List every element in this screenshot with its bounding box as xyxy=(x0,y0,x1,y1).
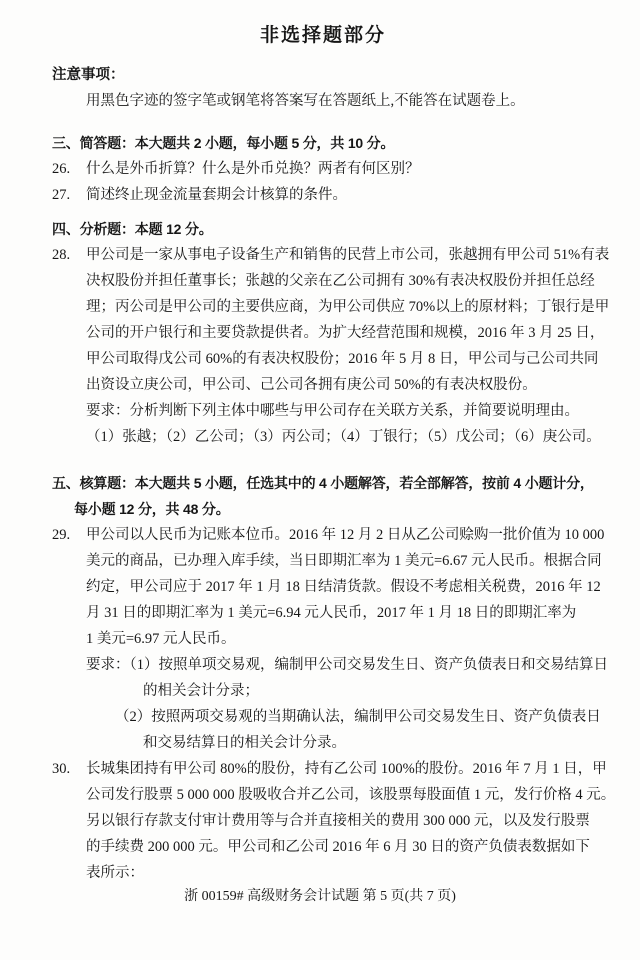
question-29-line: 月 31 日的即期汇率为 1 美元=6.94 元人民币，2017 年 1 月 18 日的即期汇率为 xyxy=(86,605,577,621)
question-29 xyxy=(52,522,608,756)
question-29-number: 29. xyxy=(52,527,71,543)
question-26-text: 什么是外币折算？什么是外币兑换？两者有何区别？ xyxy=(86,161,420,177)
question-28-requirement: 要求：分析判断下列主体中哪些与甲公司存在关联方关系，并简要说明理由。 xyxy=(86,403,579,419)
question-28-line: 理；丙公司是甲公司的主要供应商，为甲公司供应 70%以上的原材料；丁银行是甲 xyxy=(86,299,610,315)
question-28-number: 28. xyxy=(52,247,71,263)
question-28-line: 甲公司取得戊公司 60%的有表决权股份；2016 年 5 月 8 日，甲公司与己公司共同 xyxy=(86,351,599,367)
section-heading-analysis: 四、分析题：本题 12 分。 xyxy=(52,221,213,237)
question-28-line: 出资设立庚公司，甲公司、己公司各拥有庚公司 50%的有表决权股份。 xyxy=(86,377,537,393)
question-27-text: 简述终止现金流量套期会计核算的条件。 xyxy=(86,187,347,203)
section-heading-calculation xyxy=(52,470,594,522)
question-28-line: 甲公司是一家从事电子设备生产和销售的民营上市公司，张越拥有甲公司 51%有表 xyxy=(86,247,610,263)
notice-text: 用黑色字迹的签字笔或钢笔将答案写在答题纸上,不能答在试题卷上。 xyxy=(86,93,525,109)
question-27 xyxy=(52,182,594,208)
question-29-requirement-1-cont: 的相关会计分录； xyxy=(143,683,259,699)
question-30-line: 另以银行存款支付审计费用等与合并直接相关的费用 300 000 元，以及发行股票 xyxy=(86,813,590,829)
section-5-heading-line2: 每小题 12 分，共 48 分。 xyxy=(74,501,230,517)
question-28-line: 公司的开户银行和主要贷款提供者。为扩大经营范围和规模，2016 年 3 月 25 日， xyxy=(86,325,605,341)
question-30-line: 长城集团持有甲公司 80%的股份，持有乙公司 100%的股份。2016 年 7 月 1 日，甲 xyxy=(86,761,607,777)
question-29-line: 1 美元=6.97 元人民币。 xyxy=(86,631,236,647)
question-29-line: 约定，甲公司应于 2017 年 1 月 18 日结清货款。假设不考虑相关税费，2016 年 12 xyxy=(86,579,601,595)
question-30-line: 公司发行股票 5 000 000 股吸收合并乙公司，该股票每股面值 1 元，发行价格 4 元。 xyxy=(86,787,616,803)
question-28 xyxy=(52,242,610,450)
question-29-line: 美元的商品，已办理入库手续，当日即期汇率为 1 美元=6.67 元人民币。根据合同 xyxy=(86,553,602,569)
question-28-parties-list: （1）张越；（2）乙公司；（3）丙公司；（4）丁银行；（5）戊公司；（6）庚公司。 xyxy=(86,429,601,445)
question-30 xyxy=(52,756,616,886)
question-26-number: 26. xyxy=(52,161,71,177)
question-29-requirement-2: （2）按照两项交易观的当期确认法，编制甲公司交易发生日、资产负债表日 xyxy=(115,709,601,725)
page-title: 非选择题部分 xyxy=(259,25,386,46)
question-26 xyxy=(52,156,594,182)
question-28-line: 决权股份并担任董事长；张越的父亲在乙公司拥有 30%有表决权股份并担任总经 xyxy=(86,273,595,289)
question-27-number: 27. xyxy=(52,187,71,203)
question-29-requirement-2-cont: 和交易结算日的相关会计分录。 xyxy=(143,735,346,751)
section-5-heading-line1: 五、核算题：本大题共 5 小题，任选其中的 4 小题解答，若全部解答，按前 4 小题计分， xyxy=(52,475,594,491)
section-heading-short-answer: 三、简答题：本大题共 2 小题，每小题 5 分，共 10 分。 xyxy=(52,135,395,151)
notice-label: 注意事项： xyxy=(52,67,125,83)
page-footer: 浙 00159# 高级财务会计试题 第 5 页(共 7 页) xyxy=(184,889,456,904)
question-30-line: 的手续费 200 000 元。甲公司和乙公司 2016 年 6 月 30 日的资产负债表数据如下 xyxy=(86,839,590,855)
question-30-number: 30. xyxy=(52,761,71,777)
question-30-line: 表所示： xyxy=(86,865,144,881)
question-29-requirement-1: 要求：（1）按照单项交易观，编制甲公司交易发生日、资产负债表日和交易结算日 xyxy=(86,657,608,673)
question-29-line: 甲公司以人民币为记账本位币。2016 年 12 月 2 日从乙公司赊购一批价值为 10 000 xyxy=(86,527,605,543)
